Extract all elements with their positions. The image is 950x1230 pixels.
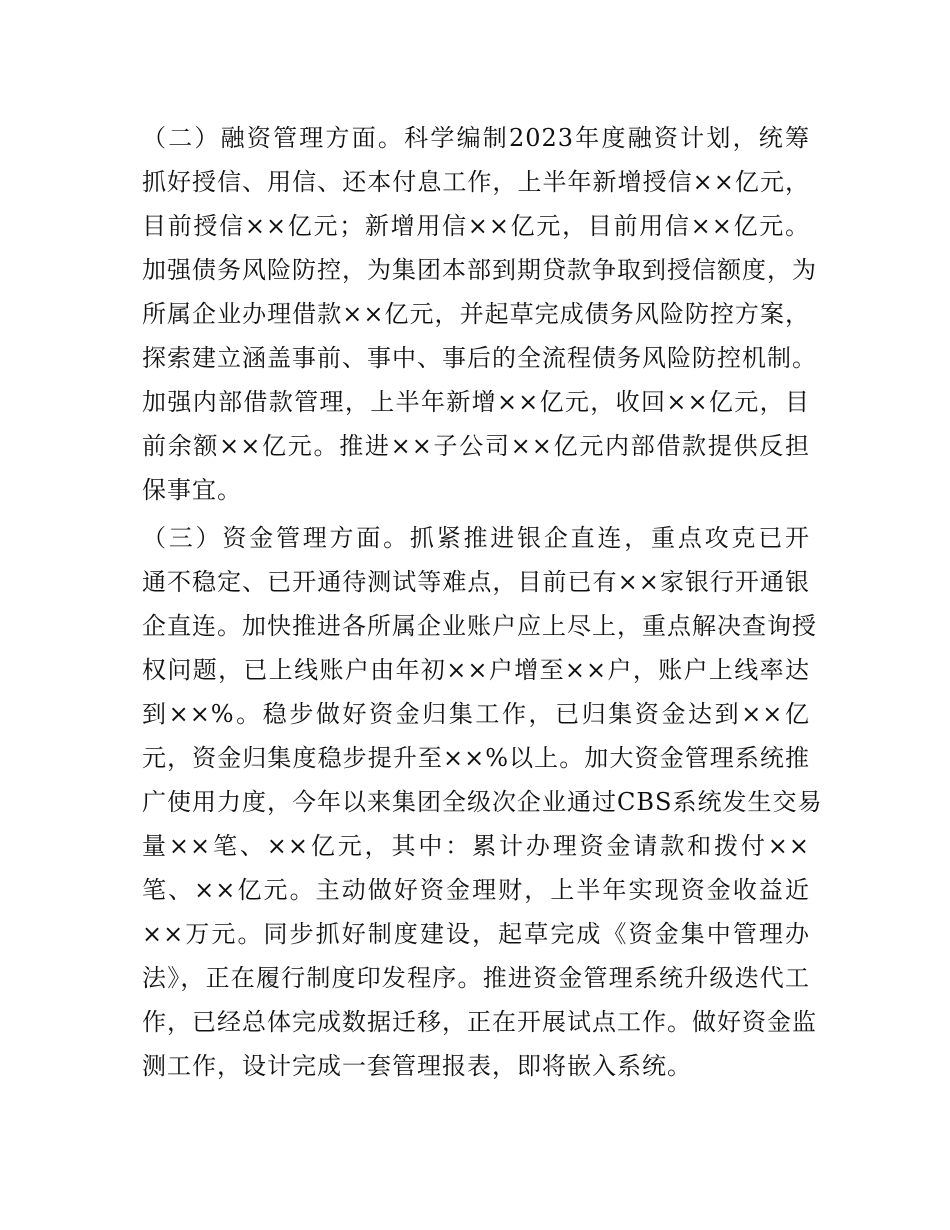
paragraph-line: 前余额××亿元。推进××子公司××亿元内部借款提供反担 [142, 432, 810, 460]
paragraph-line: （二）融资管理方面。科学编制2023年度融资计划，统筹 [142, 124, 810, 152]
paragraph-line: 作，已经总体完成数据迁移，正在开展试点工作。做好资金监 [142, 1008, 817, 1036]
paragraph-line: 加强内部借款管理，上半年新增××亿元，收回××亿元，目 [142, 388, 810, 416]
paragraph-line: 测工作，设计完成一套管理报表，即将嵌入系统。 [142, 1052, 692, 1080]
paragraph-line: 通不稳定、已开通待测试等难点，目前已有××家银行开通银 [142, 568, 810, 596]
paragraph-line: 保事宜。 [142, 476, 242, 504]
paragraph-line: 量××笔、××亿元，其中：累计办理资金请款和拨付×× [142, 832, 810, 860]
paragraph-line: 目前授信××亿元；新增用信××亿元，目前用信××亿元。 [142, 212, 810, 240]
paragraph-line: 企直连。加快推进各所属企业账户应上尽上，重点解决查询授 [142, 612, 817, 640]
paragraph-line: 元，资金归集度稳步提升至××%以上。加大资金管理系统推 [142, 744, 810, 772]
paragraph-financing-management [142, 116, 817, 512]
paragraph-line: 所属企业办理借款××亿元，并起草完成债务风险防控方案， [142, 300, 810, 328]
paragraph-line: 笔、××亿元。主动做好资金理财，上半年实现资金收益近 [142, 876, 810, 904]
paragraph-line: 到××%。稳步做好资金归集工作，已归集资金达到××亿 [142, 700, 810, 728]
paragraph-fund-management [142, 516, 823, 1088]
paragraph-line: 广使用力度，今年以来集团全级次企业通过CBS系统发生交易 [142, 788, 823, 816]
paragraph-line: 权问题，已上线账户由年初××户增至××户，账户上线率达 [142, 656, 810, 684]
paragraph-line: 加强债务风险防控，为集团本部到期贷款争取到授信额度，为 [142, 256, 817, 284]
paragraph-line: （三）资金管理方面。抓紧推进银企直连，重点攻克已开 [142, 524, 810, 552]
paragraph-line: 法》，正在履行制度印发程序。推进资金管理系统升级迭代工 [142, 964, 810, 992]
paragraph-line: 探索建立涵盖事前、事中、事后的全流程债务风险防控机制。 [142, 344, 817, 372]
paragraph-line: 抓好授信、用信、还本付息工作，上半年新增授信××亿元， [142, 168, 810, 196]
paragraph-line: ××万元。同步抓好制度建设，起草完成《资金集中管理办 [142, 920, 810, 948]
